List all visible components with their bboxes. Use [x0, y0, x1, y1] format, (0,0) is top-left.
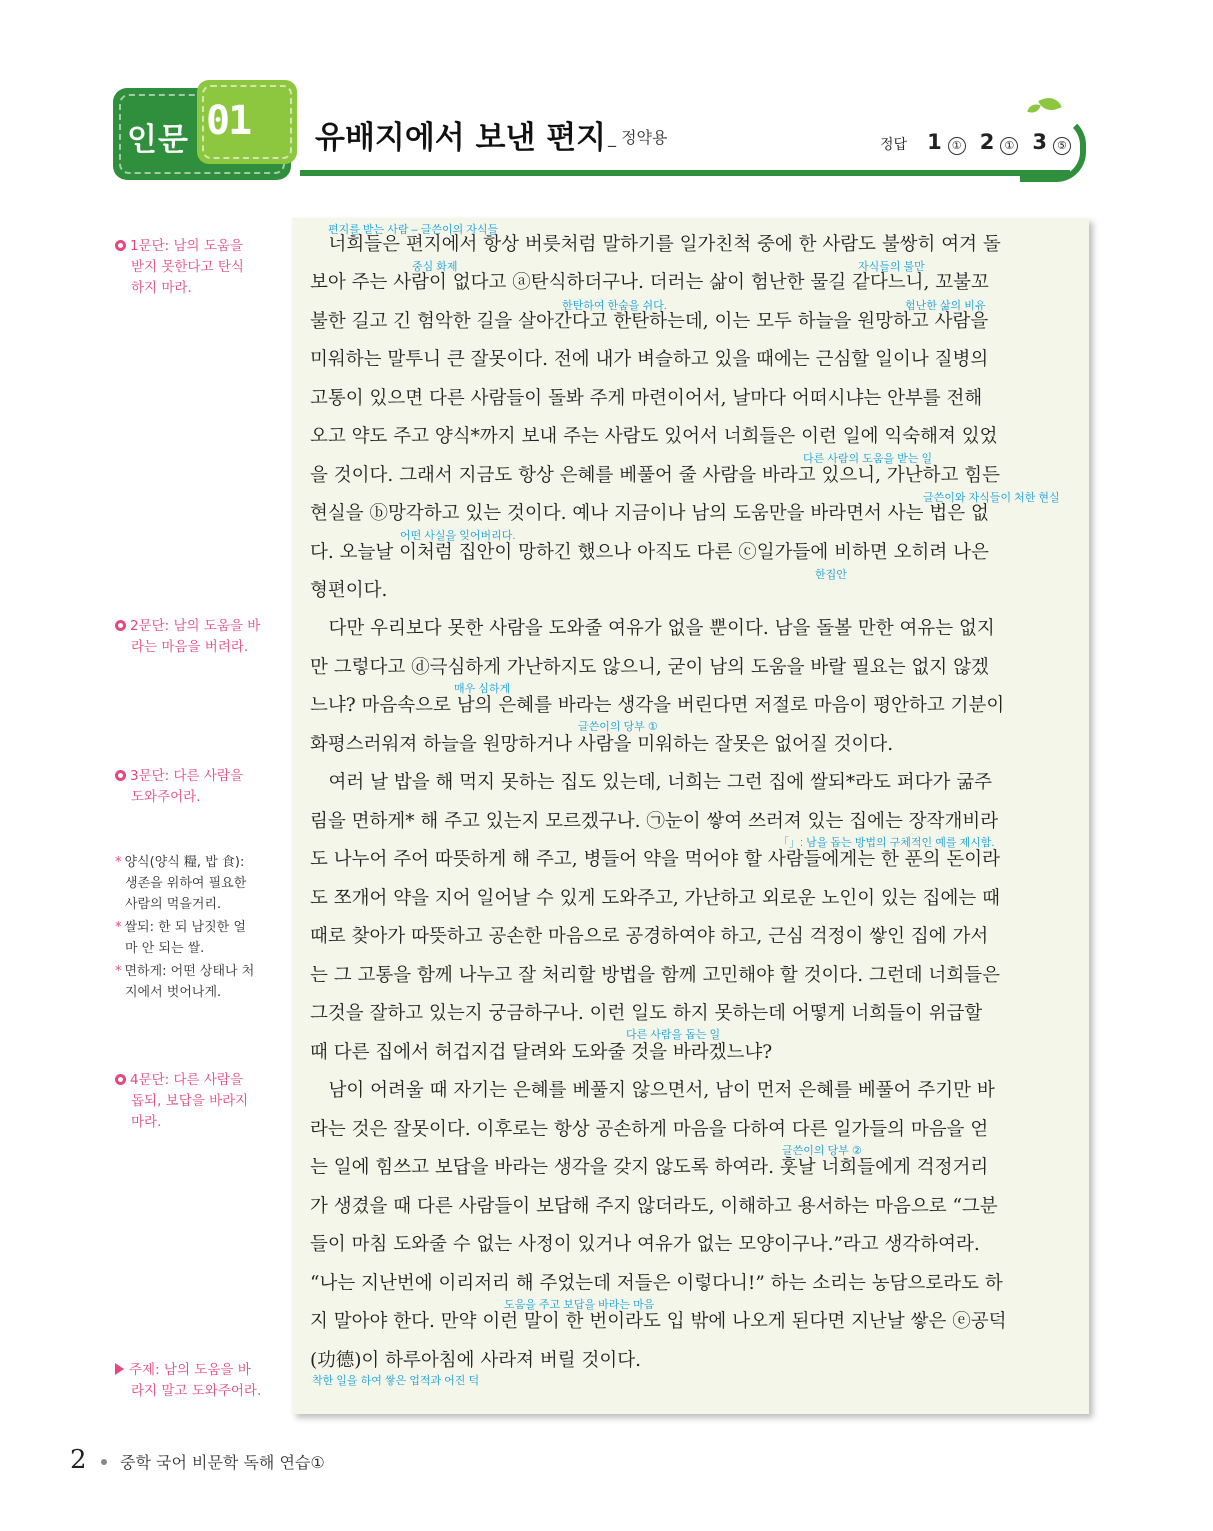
section-tag [113, 80, 298, 184]
glossary [115, 852, 267, 1005]
passage-line: 때 다른 집에서 허겁지겁 달려와 도와줄 것을 바라겠느냐? [310, 1042, 773, 1063]
annotation: 글쓴이와 자식들이 처한 현실 [923, 492, 1060, 504]
passage-line: 가 생겼을 때 다른 사람들이 보답해 주지 않더라도, 이해하고 용서하는 마음으로 “그분 [310, 1196, 998, 1217]
answer-label: 정답 [880, 137, 908, 153]
passage-line: 느냐? 마음속으로 남의 은혜를 바라는 생각을 버린다면 저절로 마음이 평안하고 기분이 [310, 695, 1005, 716]
annotation: 매우 심하게 [454, 683, 511, 695]
page-number: 2 [70, 1445, 87, 1475]
passage-line: 다만 우리보다 못한 사람을 도와줄 여유가 없을 뿐이다. 남을 돌볼 만한 여유는 없지 [310, 618, 995, 639]
header-rule [300, 170, 1070, 176]
passage-line: (功德)이 하루아침에 사라져 버릴 것이다. [310, 1350, 642, 1371]
answer-a1: ① [948, 137, 966, 155]
footer-dot [101, 1459, 107, 1465]
passage-line: 라는 것은 잘못이다. 이후로는 항상 공손하게 마음을 다하여 다른 일가들의 마음을 얻 [310, 1119, 989, 1140]
annotation: 편지를 받는 사람 – 글쓴이의 자식들 [328, 224, 499, 236]
passage-line: 불한 길고 긴 험악한 길을 살아간다고 한탄하는데, 이는 모두 하늘을 원망하고 사람을 [310, 311, 989, 332]
passage-line: 그것을 잘하고 있는지 궁금하구나. 이런 일도 하지 못하는데 어떻게 너희들이 위급할 [310, 1003, 983, 1024]
annotation: 험난한 삶의 비유 [905, 300, 986, 312]
glossary-item: * 양식(양식 糧, 밥 食): 생존을 위하여 필요한 사람의 먹을거리. [115, 855, 247, 912]
passage-line: 고통이 있으면 다른 사람들이 돌봐 주게 마련이어서, 날마다 어떠시냐는 안부를 전해 [310, 388, 983, 409]
annotation: 한집안 [815, 569, 847, 581]
passage-line: 는 일에 힘쓰고 보답을 바라는 생각을 갖지 않도록 하여라. 훗날 너희들에게 걱정거리 [310, 1157, 989, 1178]
passage-line: 을 것이다. 그래서 지금도 항상 은혜를 베풀어 줄 사람을 바라고 있으니, 가난하고 힘든 [310, 465, 1000, 486]
passage-line: 림을 면하게* 해 주고 있는지 모르겠구나. ㉠눈이 쌓여 쓰러져 있는 집에는 장작개비라 [310, 811, 999, 832]
passage-line: 오고 약도 주고 양식*까지 보내 주는 사람도 있어서 너희들은 이런 일에 익숙해져 있었 [310, 426, 998, 447]
theme-summary: 주제: 남의 도움을 바 라지 말고 도와주어라. [115, 1360, 267, 1402]
passage-line: 만 그렇다고 ⓓ극심하게 가난하지도 않으니, 굳이 남의 도움을 바랄 필요는 없지 않겠 [310, 657, 989, 678]
passage-line: 미워하는 말투니 큰 잘못이다. 전에 내가 벼슬하고 있을 때에는 근심할 일이나 질병의 [310, 349, 989, 370]
category-label: 인문 [127, 122, 189, 158]
summary-p1: 1문단: 남의 도움을 받지 못한다고 탄식 하지 마라. [115, 236, 265, 299]
answer-q3: 3 [1032, 130, 1047, 154]
answer-a3: ⑤ [1053, 137, 1071, 155]
annotation: 어떤 사실을 잊어버리다. [400, 530, 516, 542]
annotation: 「」: 남을 돕는 방법의 구체적인 예를 제시함. [778, 837, 995, 849]
annotation: 중심 화제 [412, 261, 458, 273]
passage-line: 들이 마침 도와줄 수 없는 사정이 있거나 여유가 없는 모양이구나.”라고 생각하여라. [310, 1234, 980, 1255]
page-title: 유배지에서 보낸 편지 [315, 120, 607, 156]
answer-q2: 2 [979, 130, 995, 154]
passage-line: 현실을 ⓑ망각하고 있는 것이다. 예나 지금이나 남의 도움만을 바라면서 사는 법은 없 [310, 503, 989, 524]
passage-line: 는 그 고통을 함께 나누고 잘 처리할 방법을 함께 고민해야 할 것이다. 그런데 너희들은 [310, 965, 1000, 986]
passage-line: 다. 오늘날 이처럼 집안이 망하긴 했으나 아직도 다른 ⓒ일가들에 비하면 오히려 나은 [310, 542, 989, 563]
glossary-item: * 면하게: 어떤 상태나 처 지에서 벗어나게. [115, 964, 255, 1000]
answer-a2: ① [1000, 137, 1018, 155]
book-title: 중학 국어 비문학 독해 연습① [120, 1453, 325, 1472]
leaf-small-icon [1027, 103, 1040, 114]
bullet-icon [115, 620, 126, 631]
passage-line: 화평스러워져 하늘을 원망하거나 사람을 미워하는 잘못은 없어질 것이다. [310, 734, 894, 755]
passage-line: 형편이다. [310, 580, 388, 601]
annotation: 도움을 주고 보답을 바라는 마음 [504, 1299, 655, 1311]
triangle-icon [115, 1363, 124, 1375]
passage-line: 지 말아야 한다. 만약 이런 말이 한 번이라도 입 밖에 나오게 된다면 지난날 쌓은 ⓔ공덕 [310, 1311, 1007, 1332]
answer-key [880, 130, 1071, 155]
annotation: 착한 일을 하여 쌓은 업적과 어진 덕 [312, 1375, 480, 1387]
summary-p4: 4문단: 다른 사람을 돕되, 보답을 바라지 마라. [115, 1070, 265, 1133]
author: _ 정약용 [608, 128, 668, 147]
annotation: 자식들의 불만 [858, 261, 925, 273]
bullet-icon [115, 1074, 126, 1085]
summary-p3: 3문단: 다른 사람을 도와주어라. [115, 766, 265, 808]
passage-line: 여러 날 밥을 해 먹지 못하는 집도 있는데, 너희는 그런 집에 쌀되*라도 퍼다가 굶주 [310, 772, 992, 793]
glossary-item: * 쌀되: 한 되 남짓한 얼 마 안 되는 쌀. [115, 920, 246, 956]
annotation: 다른 사람의 도움을 받는 일 [803, 453, 933, 465]
passage-line: 남이 어려울 때 자기는 은혜를 베풀지 않으면서, 남이 먼저 은혜를 베풀어 주기만 바 [310, 1080, 995, 1101]
passage-line: 때로 찾아가 따뜻하고 공손한 마음으로 공경하여야 하고, 근심 걱정이 쌓인 집에 가서 [310, 926, 989, 947]
bullet-icon [115, 770, 126, 781]
passage-line: “나는 지난번에 이리저리 해 주었는데 저들은 이렇다니!” 하는 소리는 농담으로라도 하 [310, 1273, 1003, 1294]
passage-line: 너희들은 편지에서 항상 버릇처럼 말하기를 일가친척 중에 한 사람도 불쌍히 여겨 돌 [310, 234, 1001, 255]
annotation: 글쓴이의 당부 ① [578, 721, 658, 733]
passage-line: 도 쪼개어 약을 지어 일어날 수 있게 도와주고, 가난하고 외로운 노인이 있는 집에는 때 [310, 888, 1000, 909]
annotation: 글쓴이의 당부 ② [782, 1145, 862, 1157]
annotation: 한탄하여 한숨을 쉬다. [562, 300, 667, 312]
annotation: 다른 사람을 돕는 일 [626, 1029, 721, 1041]
bullet-icon [115, 240, 126, 251]
answer-q1: 1 [927, 130, 942, 154]
passage-line: 보아 주는 사람이 없다고 ⓐ탄식하더구나. 더러는 삶이 험난한 물길 같다느니, 꼬불꼬 [310, 272, 989, 293]
summary-p2: 2문단: 남의 도움을 바 라는 마음을 버려라. [115, 616, 265, 658]
passage-line: 도 나누어 주어 따뜻하게 해 주고, 병들어 약을 먹어야 할 사람들에게는 한 푼의 돈이라 [310, 849, 1000, 870]
leaf-icon [1038, 94, 1062, 114]
section-number: 01 [206, 98, 251, 144]
